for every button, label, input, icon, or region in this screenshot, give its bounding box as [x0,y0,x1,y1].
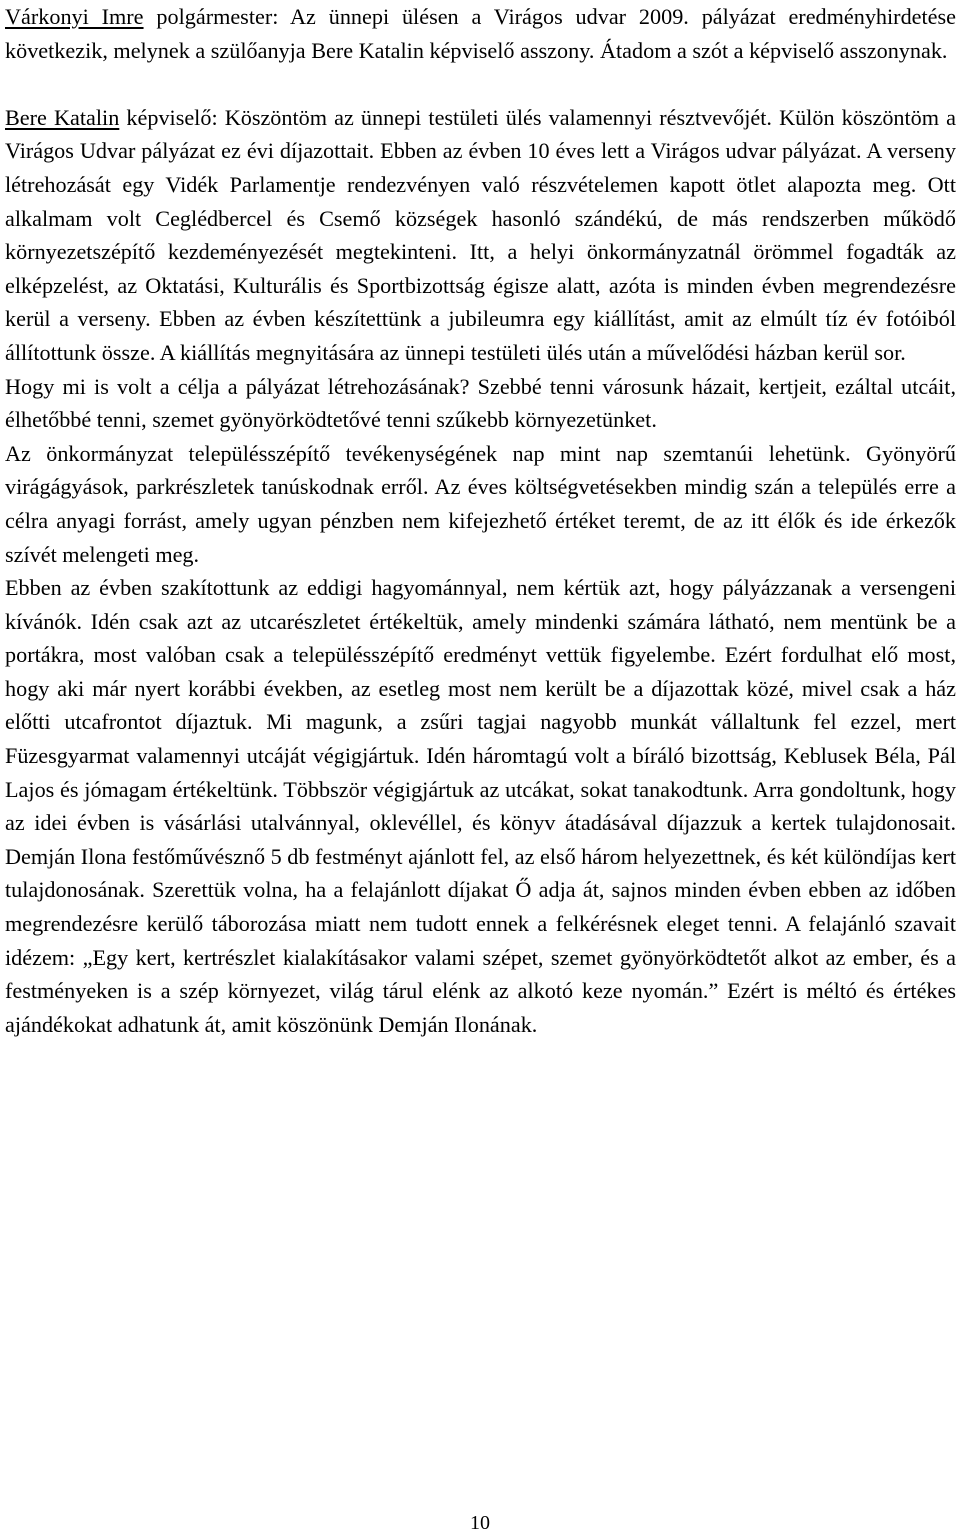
document-body [5,0,956,1041]
speaker-name: Bere Katalin [5,104,120,130]
paragraph-bere [5,101,956,370]
paragraph-cel: Hogy mi is volt a célja a pályázat létrehozásának? Szebbé tenni városunk házait, kertjeit, ezáltal utcáit, élhetőbbé tenni, szemet gyönyörködtetővé tenni szűkebb környezetünket. [5,373,956,433]
paragraph-ertekeles: Ebben az évben szakítottunk az eddigi hagyománnyal, nem kértük azt, hogy pályázzanak a versengeni kívánók. Idén csak azt az utcarészletet értékeltük, amely mindenki számára látható, nem mentünk be a portákra, most valóban csak a településszépítő eredményt vettük figyelembe. Ezért fordulhat elő most, hogy aki már nyert korábbi években, az esetleg most nem került be a díjazottak közé, mivel csak a ház előtti utcafrontot díjaztuk. Mi magunk, a zsűri tagjai nagyobb munkát vállaltunk fel ezzel, mert Füzesgyarmat valamennyi utcáját végigjártuk. Idén háromtagú volt a bíráló bizottság, Keblusek Béla, Pál Lajos és jómagam értékeltünk. Többször végigjártuk az utcákat, sokat tanakodtunk. Arra gondoltunk, hogy az idei évben is vásárlási utalvánnyal, oklevéllel, és könyv átadásával díjazzuk a kertek tulajdonosait. Demján Ilona festőművésznő 5 db festményt ajánlott fel, az első három helyezettnek, és két különdíjas kert tulajdonosának. Szerettük volna, ha a felajánlott díjakat Ő adja át, sajnos minden évben ebben az időben megrendezésre kerülő táborozása miatt nem tudott ennek a felkérésnek eleget tenni. A felajánló szavait idézem: „Egy kert, kertrészlet kialakításakor valami szépet, szemet gyönyörködtetőt alkot az ember, és a festményeken is a szép környezet, világ tárul elénk az alkotó keze nyomán.” Ezért is méltó és értékes ajándékokat adhatunk át, amit köszönünk Demján Ilonának. [5,575,956,1037]
paragraph-varkonyi [5,0,956,67]
paragraph-text: képviselő: Köszöntöm az ünnepi testületi ülés valamennyi résztvevőjét. Külön köszöntöm a Virágos Udvar pályázat ez évi díjazottait. Ebben az évben 10 éves lett a Virágos udvar pályázat. A verseny létrehozását egy Vidék Parlamentje rendezvényen való részvételemen kapott ötlet alapozta meg. Ott alkalmam volt Ceglédbercel és Csemő községek hasonló szándékú, de más rendszerben működő környezetszépítő kezdeményezését megtekinteni. Itt, a helyi önkormányzatnál örömmel fogadták az elképzelést, az Oktatási, Kulturális és Sportbizottság égisze alatt, azóta is minden évben megrendezésre kerül a verseny. Ebben az évben készítettünk a jubileumra egy kiállítást, amit az elmúlt tíz év fotóiból állítottunk össze. A kiállítás megnyitására az ünnepi testületi ülés után a művelődési házban kerül sor. [5,104,956,365]
page-number: 10 [470,1512,490,1534]
speaker-name: Várkonyi Imre [5,4,144,29]
paragraph-onkormanyzat: Az önkormányzat településszépítő tevékenységének nap mint nap szemtanúi lehetünk. Gyönyörű virágágyások, parkrészletek tanúskodnak erről. Az éves költségvetésekben mindig szán a település erre a célra anyagi forrást, amely ugyan pénzben nem kifejezhető értéket teremt, de az itt élők és ide érkezők szívét melengeti meg. [5,440,956,567]
paragraph-text: polgármester: Az ünnepi ülésen a Virágos udvar 2009. pályázat eredményhirdetése következik, melynek a szülőanyja Bere Katalin képviselő asszony. Átadom a szót a képviselő asszonynak. [5,4,957,63]
